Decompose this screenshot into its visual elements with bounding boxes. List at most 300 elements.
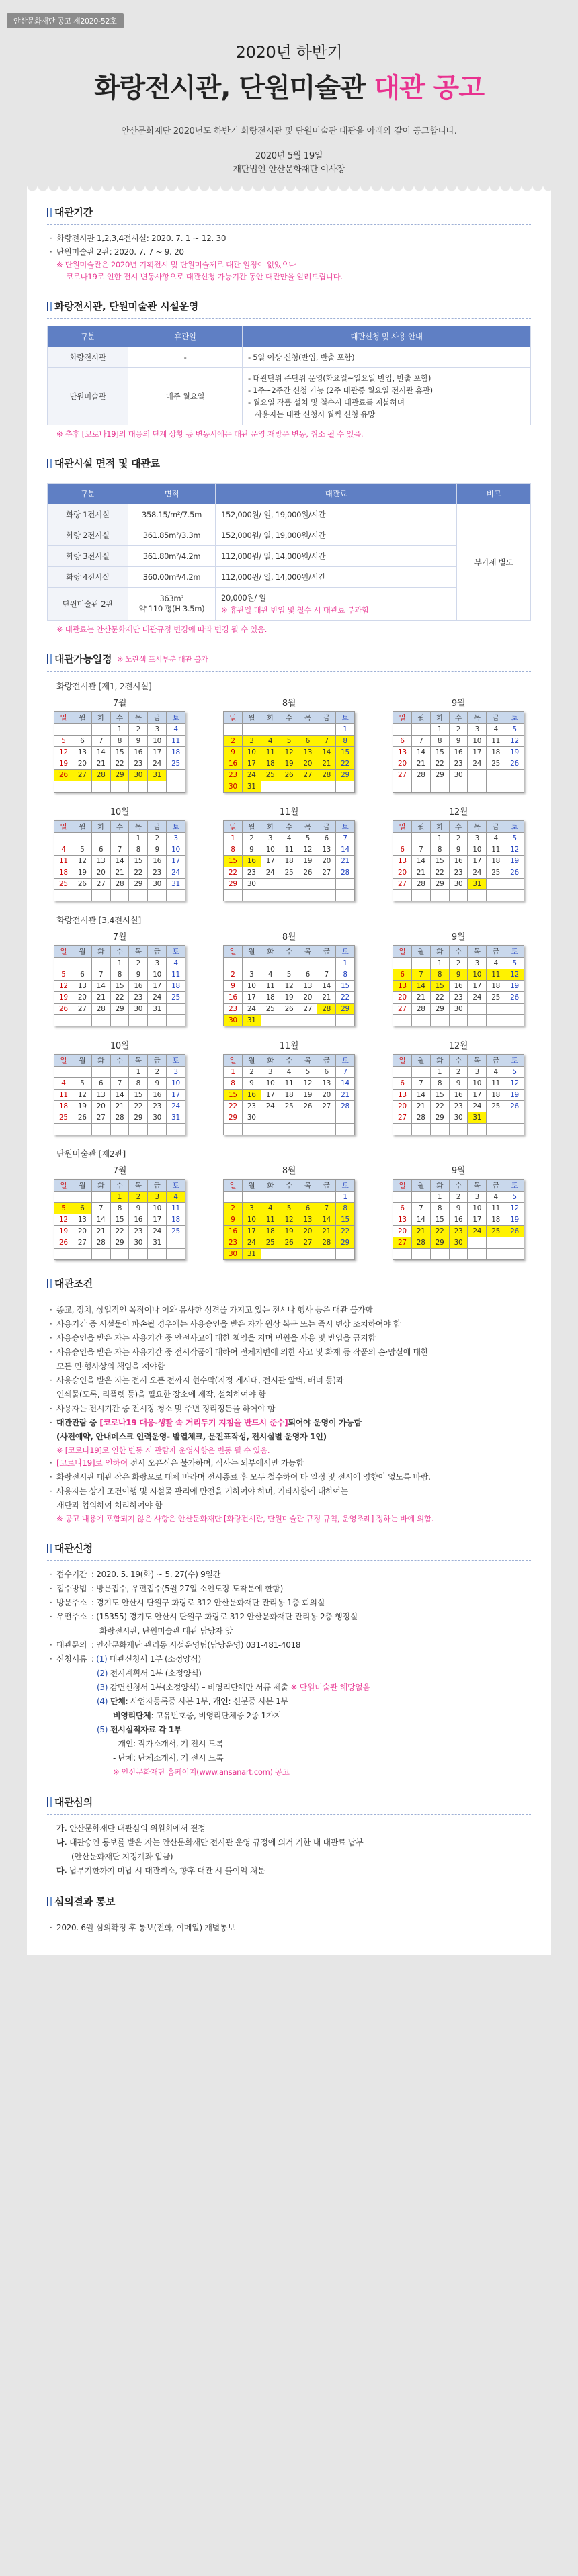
calendar-day: 11 — [167, 736, 185, 747]
calendar-month-title: 8월 — [282, 699, 296, 709]
calendar-day: 16 — [148, 1090, 167, 1101]
calendar-day: 5 — [505, 833, 524, 844]
bullet-marker-icon — [47, 654, 50, 664]
calendar-day: 28 — [317, 770, 336, 781]
calendar-day: 1 — [336, 724, 355, 736]
note-text: ※ 공고 내용에 포함되지 않은 사항은 안산문화재단 [화랑전시관, 단원미술관 규정 규칙, 운영조례] 정하는 바에 의함. — [56, 1514, 434, 1523]
calendar-day: 8 — [129, 1078, 148, 1090]
calendar-day: 21 — [336, 856, 355, 867]
calendar-day: 7 — [317, 1203, 336, 1214]
table-row: 화랑 4전시실 360.00m²/4.2m 112,000원/ 일, 14,000원/시간 — [48, 567, 531, 588]
calendar-day: 30 — [224, 1249, 243, 1260]
calendar-day: 2 — [148, 1067, 167, 1078]
calendar-day: 17 — [468, 1090, 487, 1101]
calendar-day: 26 — [505, 758, 524, 770]
calendar-day: 26 — [280, 1004, 298, 1015]
calendar-day: 9 — [129, 736, 148, 747]
calendar-day: 23 — [449, 867, 468, 879]
calendar-day: 6 — [298, 1203, 317, 1214]
calendar-day: 14 — [411, 747, 430, 758]
calendar-day: 13 — [393, 747, 412, 758]
calendar-day: 6 — [317, 1067, 336, 1078]
calendar-day: 26 — [54, 1004, 73, 1015]
calendar-day: 13 — [73, 747, 91, 758]
calendar-day: 9 — [148, 1078, 167, 1090]
calendar-day: 23 — [224, 1004, 243, 1015]
calendar-grid: 일 월 화 수 목 금 토 1 2 3 4 5 6 7 8 9 10 11 12 13 14 15 16 17 18 19 20 21 22 23 24 25 26 27 28 29 30 — [223, 1054, 355, 1135]
calendar-month-title: 7월 — [112, 1166, 127, 1176]
calendar-day: 5 — [73, 844, 91, 856]
calendar-day: 18 — [261, 1226, 280, 1237]
calendar-day: 12 — [54, 1214, 73, 1226]
calendar-day: 18 — [261, 758, 280, 770]
list-item: · 사용기간 중 시설물이 파손될 경우에는 사용승인을 받은 자가 원상 복구 또는 즉시 변상 조치하여야 함 — [47, 1317, 531, 1331]
calendar-day: 14 — [411, 856, 430, 867]
calendar-day: 23 — [224, 770, 243, 781]
calendar-month-title: 10월 — [110, 1041, 130, 1051]
calendar-day: 19 — [505, 981, 524, 992]
calendar-day: 7 — [411, 844, 430, 856]
calendar-day: 16 — [449, 1090, 468, 1101]
calendar-day: 9 — [449, 1203, 468, 1214]
calendar-day: 4 — [487, 833, 505, 844]
calendar-day: 12 — [505, 1078, 524, 1090]
list-item: · 사용승인을 받은 자는 전시 오픈 전까지 현수막(지정 게시대, 전시관 앞벽, 배너 등)과 — [47, 1374, 531, 1388]
calendar-day: 31 — [167, 1112, 185, 1124]
calendar-day: 9 — [449, 736, 468, 747]
calendar-g3-month-9 — [393, 1163, 524, 1260]
calendar-day: 20 — [91, 1101, 110, 1112]
calendar-day: 27 — [298, 770, 317, 781]
calendar-day: 2 — [224, 1203, 243, 1214]
calendar-day: 26 — [505, 867, 524, 879]
calendar-day: 27 — [317, 867, 336, 879]
calendar-row — [47, 930, 531, 1026]
calendar-day: 20 — [73, 1226, 91, 1237]
calendar-day: 29 — [336, 1237, 355, 1249]
calendar-day: 30 — [449, 1112, 468, 1124]
calendar-day: 25 — [167, 992, 185, 1004]
calendar-day: 11 — [487, 1078, 505, 1090]
calendar-day: 12 — [73, 1090, 91, 1101]
calendar-day: 9 — [224, 747, 243, 758]
calendar-day: 29 — [224, 879, 243, 890]
calendar-day: 3 — [261, 1067, 280, 1078]
table-row: 단원미술관 2관 363m² 약 110 평(H 3.5m) 20,000원/ 일 ※ 휴관일 대관 반입 및 철수 시 대관료 부과함 — [48, 588, 531, 621]
calendar-day: 15 — [430, 747, 449, 758]
calendar-day: 5 — [280, 736, 298, 747]
calendar-grid: 일 월 화 수 목 금 토 1 2 3 4 5 6 7 8 9 10 11 12 13 14 15 16 17 18 19 20 21 22 23 24 25 26 27 28 29 30 31 — [54, 711, 185, 793]
calendar-day: 10 — [468, 1203, 487, 1214]
section-heading: 대관심의 — [47, 1795, 531, 1815]
calendar-day: 8 — [336, 1203, 355, 1214]
calendar-day: 4 — [280, 1067, 298, 1078]
calendar-day: 20 — [393, 1226, 412, 1237]
calendar-group-danwon — [47, 1163, 531, 1260]
calendar-day: 28 — [110, 1112, 129, 1124]
calendar-day: 11 — [261, 747, 280, 758]
calendar-day: 10 — [468, 969, 487, 981]
calendar-day: 2 — [242, 833, 261, 844]
calendar-day: 17 — [167, 1090, 185, 1101]
calendar-day: 17 — [468, 1214, 487, 1226]
calendar-day: 11 — [261, 1214, 280, 1226]
calendar-day: 2 — [129, 1192, 148, 1203]
calendar-day: 14 — [110, 1090, 129, 1101]
calendar-day: 19 — [505, 1214, 524, 1226]
calendar-day: 21 — [411, 1226, 430, 1237]
section-review: 대관심의 가. 안산문화재단 대관심의 위원회에서 결정 나. 대관승인 통보를 받은 자는 안산문화재단 전시관 운영 규정에 의거 기한 내 대관료 납부 (안산문화재단 지정계좌 입금) 다. 납부기한까지 미납 시 대관취소, 향후 대관 시 불이익 처분 — [47, 1795, 531, 1878]
calendar-day: 10 — [468, 1078, 487, 1090]
calendar-day: 17 — [468, 856, 487, 867]
calendar-day: 27 — [393, 879, 412, 890]
bullet-marker-icon — [47, 208, 50, 217]
calendar-g2-month-8 — [223, 930, 355, 1026]
calendar-day: 24 — [261, 1101, 280, 1112]
calendar-day: 16 — [148, 856, 167, 867]
calendar-day: 5 — [298, 833, 317, 844]
calendar-day: 21 — [411, 992, 430, 1004]
calendar-day: 15 — [129, 856, 148, 867]
notice-subtitle: 2020년 하반기 — [235, 43, 343, 62]
calendar-day: 22 — [336, 992, 355, 1004]
calendar-day: 12 — [505, 844, 524, 856]
calendar-day: 30 — [242, 1112, 261, 1124]
calendar-day: 1 — [430, 724, 449, 736]
calendar-month-title: 12월 — [448, 807, 468, 817]
list-item: · 사용자는 전시기간 중 전시장 청소 및 주변 정리정돈을 하여야 함 — [47, 1402, 531, 1416]
calendar-day: 9 — [224, 1214, 243, 1226]
calendar-day: 17 — [468, 981, 487, 992]
calendar-day: 2 — [449, 724, 468, 736]
calendar-grid: 일 월 화 수 목 금 토 1 2 3 4 5 6 7 8 9 10 11 12 13 14 15 16 17 18 19 20 21 22 23 24 25 26 27 28 29 30 — [393, 945, 524, 1026]
calendar-day: 11 — [487, 844, 505, 856]
calendar-day: 30 — [242, 879, 261, 890]
calendar-day: 17 — [148, 1214, 167, 1226]
note-text: ※ 대관료는 안산문화재단 대관규정 변경에 따라 변경 될 수 있음. — [56, 625, 267, 634]
calendar-day: 28 — [336, 867, 355, 879]
calendar-day: 14 — [110, 856, 129, 867]
calendar-day: 25 — [261, 1004, 280, 1015]
calendar-grid: 일 월 화 수 목 금 토 1 2 3 4 5 6 7 8 9 10 11 12 13 14 15 16 17 18 19 20 21 22 23 24 25 26 27 28 29 30 31 — [223, 1179, 355, 1260]
list-item: · 단원미술관 2관: 2020. 7. 7 ~ 9. 20 — [47, 245, 531, 259]
calendar-day: 24 — [242, 1004, 261, 1015]
calendar-day: 14 — [317, 747, 336, 758]
calendar-day: 27 — [393, 770, 412, 781]
calendar-day: 29 — [336, 1004, 355, 1015]
calendar-day: 6 — [73, 969, 91, 981]
calendar-day: 13 — [91, 856, 110, 867]
calendar-day: 13 — [393, 856, 412, 867]
calendar-day: 28 — [317, 1237, 336, 1249]
calendar-day: 7 — [91, 969, 110, 981]
calendar-day: 1 — [336, 958, 355, 969]
calendar-day: 21 — [317, 758, 336, 770]
calendar-day: 26 — [505, 1101, 524, 1112]
calendar-day: 9 — [148, 844, 167, 856]
calendar-day: 22 — [224, 1101, 243, 1112]
calendar-day: 20 — [393, 1101, 412, 1112]
calendar-g3-month-7 — [54, 1163, 185, 1260]
calendar-grid: 일 월 화 수 목 금 토 1 2 3 4 5 6 7 8 9 10 11 12 13 14 15 16 17 18 19 20 21 22 23 24 25 26 27 28 29 30 31 — [54, 1054, 185, 1135]
calendar-day: 17 — [242, 992, 261, 1004]
calendar-day: 7 — [317, 969, 336, 981]
calendar-day: 1 — [110, 724, 129, 736]
calendar-day: 16 — [449, 981, 468, 992]
calendar-day: 6 — [73, 736, 91, 747]
notice-paper — [27, 191, 551, 1955]
calendar-day: 24 — [468, 867, 487, 879]
calendar-g1-month-7 — [54, 696, 185, 793]
calendar-day: 2 — [129, 724, 148, 736]
calendar-day: 21 — [411, 1101, 430, 1112]
calendar-day: 29 — [110, 1004, 129, 1015]
calendar-day: 25 — [487, 992, 505, 1004]
calendar-day: 24 — [148, 992, 167, 1004]
calendar-day: 10 — [242, 981, 261, 992]
calendar-day: 18 — [487, 981, 505, 992]
calendar-day: 16 — [129, 981, 148, 992]
calendar-day: 29 — [430, 1112, 449, 1124]
calendar-day: 17 — [242, 1226, 261, 1237]
calendar-grid: 일 월 화 수 목 금 토 1 2 3 4 5 6 7 8 9 10 11 12 13 14 15 16 17 18 19 20 21 22 23 24 25 26 27 28 29 30 31 — [393, 820, 524, 901]
calendar-day: 23 — [129, 992, 148, 1004]
calendar-day: 30 — [224, 781, 243, 793]
calendar-day: 20 — [298, 1226, 317, 1237]
calendar-day: 13 — [393, 1090, 412, 1101]
calendar-day: 23 — [449, 992, 468, 1004]
calendar-grid: 일 월 화 수 목 금 토 1 2 3 4 5 6 7 8 9 10 11 12 13 14 15 16 17 18 19 20 21 22 23 24 25 26 27 28 29 30 — [393, 711, 524, 793]
calendar-day: 5 — [505, 724, 524, 736]
calendar-day: 13 — [91, 1090, 110, 1101]
calendar-group-title: 화랑전시관 [3,4전시실] — [56, 915, 142, 925]
calendar-day: 4 — [487, 724, 505, 736]
calendar-day: 30 — [449, 1004, 468, 1015]
calendar-day: 15 — [224, 856, 243, 867]
calendar-day: 22 — [129, 867, 148, 879]
calendar-day: 30 — [449, 879, 468, 890]
calendar-day: 15 — [336, 1214, 355, 1226]
calendar-day: 7 — [411, 1078, 430, 1090]
calendar-day: 14 — [336, 844, 355, 856]
calendar-day: 24 — [468, 1226, 487, 1237]
calendar-day: 29 — [430, 879, 449, 890]
calendar-day: 19 — [298, 1090, 317, 1101]
calendar-day: 29 — [224, 1112, 243, 1124]
calendar-day: 20 — [298, 992, 317, 1004]
calendar-month-title: 7월 — [112, 932, 127, 942]
calendar-g2-month-12 — [393, 1038, 524, 1135]
calendar-day: 15 — [336, 981, 355, 992]
calendar-day: 20 — [317, 856, 336, 867]
calendar-day: 18 — [167, 981, 185, 992]
calendar-day: 19 — [280, 758, 298, 770]
calendar-day: 3 — [148, 958, 167, 969]
calendar-day: 5 — [298, 1067, 317, 1078]
calendar-day: 8 — [110, 1203, 129, 1214]
top-bar — [0, 0, 578, 34]
calendar-day: 9 — [224, 981, 243, 992]
calendar-day: 3 — [242, 1203, 261, 1214]
calendar-day: 4 — [261, 1203, 280, 1214]
bullet-marker-icon — [47, 1797, 50, 1807]
calendar-day: 25 — [54, 1112, 73, 1124]
notice-date-block — [27, 150, 551, 177]
calendar-day: 25 — [280, 867, 298, 879]
calendar-day: 23 — [449, 758, 468, 770]
calendar-day: 30 — [449, 770, 468, 781]
calendar-day: 24 — [148, 1226, 167, 1237]
section-heading: 대관신청 — [47, 1541, 531, 1561]
calendar-day: 20 — [393, 992, 412, 1004]
calendar-day: 21 — [411, 758, 430, 770]
calendar-day: 23 — [242, 867, 261, 879]
calendar-g2-month-11 — [223, 1038, 355, 1135]
calendar-day: 20 — [393, 867, 412, 879]
calendar-day: 13 — [393, 1214, 412, 1226]
calendar-day: 21 — [91, 758, 110, 770]
calendar-day: 12 — [298, 844, 317, 856]
calendar-day: 27 — [393, 1112, 412, 1124]
calendar-day: 16 — [242, 856, 261, 867]
calendar-day: 18 — [487, 856, 505, 867]
notice-intro: 안산문화재단 2020년도 하반기 화랑전시관 및 단원미술관 대관을 아래와 같이 공고합니다. — [121, 126, 457, 136]
calendar-day: 23 — [129, 1226, 148, 1237]
calendar-grid: 일 월 화 수 목 금 토 1 2 3 4 5 6 7 8 9 10 11 12 13 14 15 16 17 18 19 20 21 22 23 24 25 26 27 28 29 30 31 — [393, 1054, 524, 1135]
calendar-day: 14 — [91, 981, 110, 992]
calendar-day: 4 — [167, 1192, 185, 1203]
calendar-day: 24 — [468, 758, 487, 770]
calendar-day: 19 — [298, 856, 317, 867]
calendar-day: 28 — [91, 770, 110, 781]
calendar-day: 3 — [468, 958, 487, 969]
calendar-day: 12 — [73, 856, 91, 867]
calendar-day: 7 — [317, 736, 336, 747]
calendar-day: 21 — [91, 992, 110, 1004]
calendar-day: 23 — [148, 1101, 167, 1112]
notice-header — [0, 39, 578, 177]
calendar-day: 19 — [505, 747, 524, 758]
calendar-day: 18 — [487, 1090, 505, 1101]
calendar-day: 22 — [110, 758, 129, 770]
calendar-day: 14 — [91, 1214, 110, 1226]
calendar-g3-month-8 — [223, 1163, 355, 1260]
calendar-day: 26 — [298, 1101, 317, 1112]
calendar-day: 14 — [411, 1214, 430, 1226]
calendar-month-title: 7월 — [112, 699, 127, 709]
section-heading: 대관가능일정 ※ 노란색 표시부분 대관 불가 — [47, 652, 531, 672]
calendar-day: 12 — [505, 1203, 524, 1214]
calendar-day: 27 — [73, 770, 91, 781]
calendar-day: 7 — [411, 969, 430, 981]
section-rental-period — [47, 205, 531, 283]
calendar-day: 2 — [449, 833, 468, 844]
calendar-day: 3 — [167, 1067, 185, 1078]
calendar-day: 8 — [224, 844, 243, 856]
calendar-day: 3 — [468, 724, 487, 736]
calendar-day: 31 — [148, 770, 167, 781]
calendar-day: 21 — [110, 1101, 129, 1112]
calendar-g1-month-12 — [393, 805, 524, 901]
calendar-day: 19 — [73, 1101, 91, 1112]
calendar-day: 9 — [242, 1078, 261, 1090]
table-row: 단원미술관 매주 월요일 - 대관단위 주단위 운영(화요일~일요일 반입, 반출 포함) - 1주~2주간 신청 가능 (2주 대관증 월요일 전시관 휴관) - 월요일 작품 설치 및 철수시 대관료를 지불하며 사용자는 대관 신청시 월씩 신청 유망 — [48, 368, 531, 425]
calendar-day: 8 — [430, 969, 449, 981]
calendar-day: 16 — [449, 747, 468, 758]
note-text: ※ 단원미술관은 2020년 기획전시 및 단원미술제로 대관 일정이 없었으나 — [56, 260, 296, 269]
calendar-g1-month-11 — [223, 805, 355, 901]
calendar-day: 7 — [110, 1078, 129, 1090]
calendar-day: 6 — [298, 736, 317, 747]
calendar-day: 11 — [167, 1203, 185, 1214]
calendar-day: 26 — [73, 1112, 91, 1124]
calendar-day: 2 — [449, 1067, 468, 1078]
calendar-day: 23 — [242, 1101, 261, 1112]
calendar-day: 13 — [317, 1078, 336, 1090]
calendar-month-title: 8월 — [282, 932, 296, 942]
calendar-day: 22 — [430, 1226, 449, 1237]
calendar-day: 25 — [280, 1101, 298, 1112]
calendar-day: 1 — [430, 958, 449, 969]
calendar-day: 7 — [91, 736, 110, 747]
calendar-day: 2 — [224, 969, 243, 981]
calendar-day: 29 — [336, 770, 355, 781]
calendar-day: 20 — [298, 758, 317, 770]
calendar-day: 4 — [487, 1192, 505, 1203]
calendar-day: 18 — [54, 867, 73, 879]
calendar-day: 15 — [110, 1214, 129, 1226]
calendar-day: 29 — [110, 1237, 129, 1249]
section-conditions: 대관조건 · 종교, 정치, 상업적인 목적이나 이와 유사한 성격을 가지고 있는 전시나 행사 등은 대관 불가함 · 사용기간 중 시설물이 파손될 경우에는 사용승인을 받은 자가 원상 복구 또는 즉시 변상 조치하여야 함 · 사용승인을 받은 자는 사용기간 중 안전사고에 대한 책임을 지며 민원을 사용 및 반입을 금지함 · 사용승인을 받은 자는 사용기간 중 전시작품에 대하여 전체지변에 의한 사고 및 화재 등 작품의 손·망실에 대한 모든 민·형사상의 책임을 져야함 · 사용승인을 받은 자는 전시 오픈 전까지 현수막(지정 게시대, 전시관 앞벽, 배너 등)과 인쇄물(도록, 리플렛 등)을 필요한 장소에 제작, 설치하여야 함 · 사용자는 전시기간 중 전시장 청소 및 주변 정리정돈을 하여야 함 · 대관관람 중 [코로나19 대응-생활 속 거리두기 지침을 반드시 준수]되어야 운영이 가능함 (사전예약, 안내데스크 인력운영- 발열체크, 문진표작성, 전시실별 운영자 1인) ※ [코로나19]로 인한 변동 시 관람자 운영사항은 변동 될 수 있음. · [코로나19]로 인하여 전시 오픈식은 불가하며, 식사는 외부에서만 가능함 · 화랑전시관 대관 작은 화랑으로 대체 바라며 전시종료 후 모두 철수하여 타 일정 및 전시에 영향이 없도록 바람. · 사용자는 상기 조건이행 및 시설물 관리에 만전을 기하여야 하며, 기타사항에 대하여는 재단과 협의하여 처리하여야 함 ※ 공고 내용에 포함되지 않은 사항은 안산문화재단 [화랑전시관, 단원미술관 규정 규칙, 운영조례] 정하는 바에 의함. — [47, 1276, 531, 1525]
calendar-day: 7 — [336, 1067, 355, 1078]
calendar-day: 26 — [505, 992, 524, 1004]
calendar-day: 18 — [280, 1090, 298, 1101]
bullet-marker-icon — [47, 302, 50, 311]
calendar-day: 4 — [54, 1078, 73, 1090]
calendar-day: 23 — [148, 867, 167, 879]
list-item: · 2020. 6월 심의확정 후 통보(전화, 이메일) 개별통보 — [47, 1921, 531, 1935]
note-text: ※ 추후 [코로나19]의 대응의 단계 상황 등 변동시에는 대관 운영 재방운 변동, 취소 될 수 있음. — [56, 429, 364, 439]
calendar-day: 22 — [430, 1101, 449, 1112]
calendar-day: 11 — [167, 969, 185, 981]
calendar-day: 23 — [449, 1226, 468, 1237]
calendar-month-title: 9월 — [451, 1166, 466, 1176]
calendar-day: 6 — [393, 969, 412, 981]
calendar-day: 25 — [487, 1226, 505, 1237]
calendar-day: 3 — [242, 736, 261, 747]
calendar-day: 7 — [91, 1203, 110, 1214]
calendar-day: 18 — [167, 1214, 185, 1226]
section-heading: 대관시설 면적 및 대관료 — [47, 456, 531, 476]
calendar-day: 27 — [317, 1101, 336, 1112]
calendar-row — [47, 1163, 531, 1260]
calendar-day: 30 — [449, 1237, 468, 1249]
calendar-day: 18 — [167, 747, 185, 758]
calendar-day: 25 — [487, 758, 505, 770]
calendar-day: 1 — [430, 1192, 449, 1203]
calendar-day: 30 — [148, 879, 167, 890]
calendar-day: 8 — [430, 1078, 449, 1090]
calendar-grid: 일 월 화 수 목 금 토 1 2 3 4 5 6 7 8 9 10 11 12 13 14 15 16 17 18 19 20 21 22 23 24 25 26 27 28 29 30 — [393, 1179, 524, 1260]
calendar-day: 6 — [298, 969, 317, 981]
calendar-day: 29 — [110, 770, 129, 781]
calendar-day: 24 — [242, 770, 261, 781]
list-item: · 사용승인을 받은 자는 사용기간 중 전시작품에 대하여 전체지변에 의한 사고 및 화재 등 작품의 손·망실에 대한 — [47, 1345, 531, 1360]
calendar-day: 1 — [224, 833, 243, 844]
calendar-day: 21 — [411, 867, 430, 879]
calendar-day: 28 — [317, 1004, 336, 1015]
calendar-row — [47, 696, 531, 793]
